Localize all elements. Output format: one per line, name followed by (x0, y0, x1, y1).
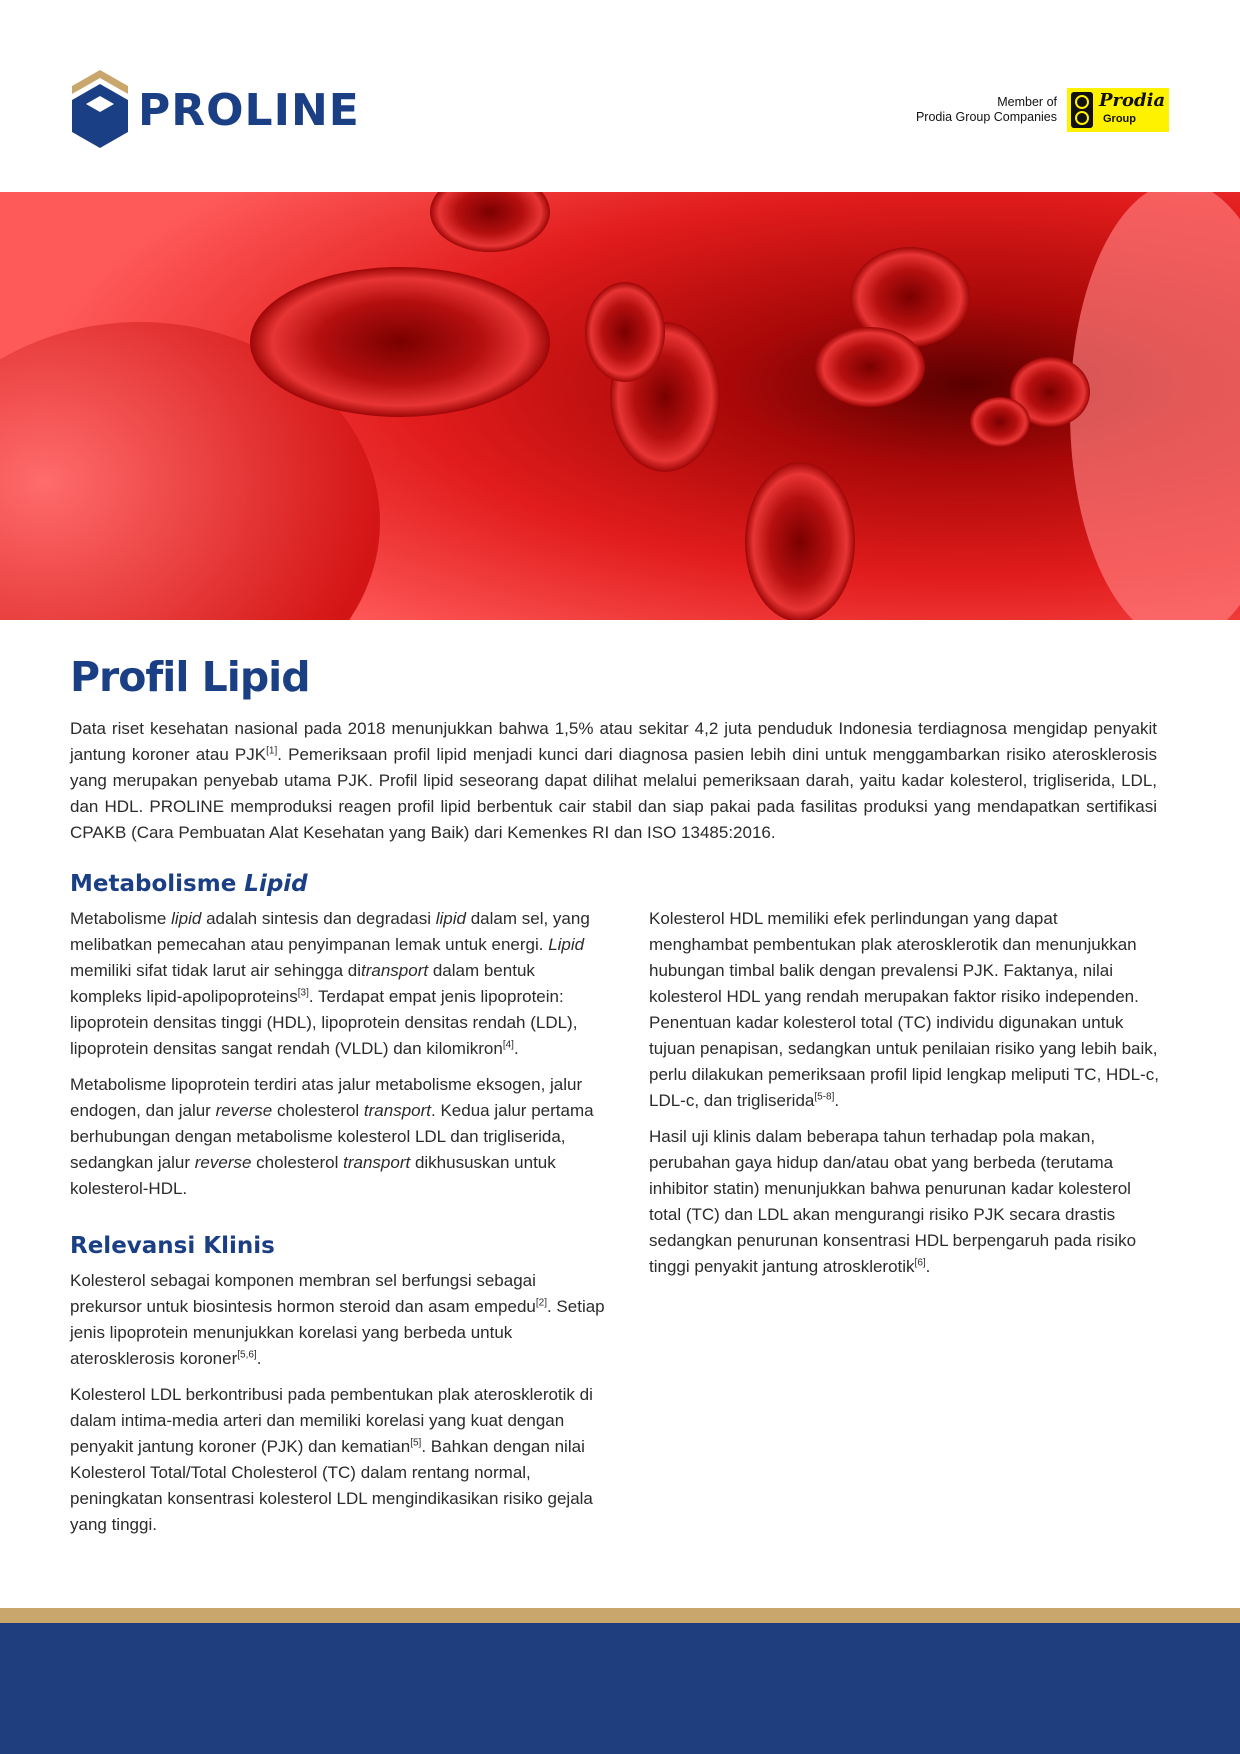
hero-image (0, 192, 1240, 620)
member-text (916, 95, 1057, 125)
heading-metabolisme: Metabolisme Lipid (70, 871, 308, 897)
relevansi-paragraph-2: Kolesterol LDL berkontribusi pada pembentukan plak aterosklerotik di dalam intima-media arteri dan memiliki korelasi yang kuat dengan penyakit jantung koroner (PJK) dan kematian[5]. Bahkan dengan nilai Kolesterol Total/Total Cholesterol (TC) dalam rentang normal, peningkatan konsentrasi kolesterol LDL mengindikasikan risiko gejala yang tinggi. (70, 1385, 593, 1534)
prodia-mark-icon (1071, 92, 1093, 128)
left-column (70, 868, 605, 1548)
prodia-logo (1067, 88, 1169, 132)
relevansi-paragraph-4: Hasil uji klinis dalam beberapa tahun terhadap pola makan, perubahan gaya hidup dan/atau obat yang berbeda (terutama inhibitor statin) menunjukkan bahwa penurunan kadar kolesterol total (TC) dan LDL akan mengurangi risiko PJK secara drastis sedangkan penurunan konsentrasi HDL berpengaruh pada risiko tinggi penyakit jantung atrosklerotik[6]. (649, 1127, 1137, 1276)
prodia-group: Group (1103, 113, 1136, 125)
intro-paragraph: Data riset kesehatan nasional pada 2018 menunjukkan bahwa 1,5% atau sekitar 4,2 juta penduduk Indonesia terdiagnosa mengidap penyakit jantung koroner atau PJK[1]. Pemeriksaan profil lipid menjadi kunci dari diagnosa pasien lebih dini untuk menggambarkan risiko aterosklerosis yang merupakan penyebab utama PJK. Profil lipid seseorang dapat dilihat melalui pemeriksaan darah, yaitu kadar kolesterol, trigliserida, LDL, dan HDL. PROLINE memproduksi reagen profil lipid berbentuk cair stabil dan siap pakai pada fasilitas produksi yang mendapatkan sertifikasi CPAKB (Cara Pembuatan Alat Kesehatan yang Baik) dari Kemenkes RI dan ISO 13485:2016. (70, 719, 1157, 842)
member-line-2: Prodia Group Companies (915, 110, 1057, 124)
proline-hexagon-icon (70, 70, 130, 150)
prodia-name: Prodia (1099, 90, 1166, 111)
proline-logo (70, 70, 360, 150)
right-column (649, 906, 1159, 1290)
main-content (70, 650, 1157, 846)
relevansi-paragraph-1: Kolesterol sebagai komponen membran sel berfungsi sebagai prekursor untuk biosintesis hormon steroid dan asam empedu[2]. Setiap jenis lipoprotein menunjukkan korelasi yang berbeda untuk aterosklerosis koroner[5,6]. (70, 1271, 605, 1368)
brand-name: PROLINE (138, 84, 360, 136)
metabolisme-paragraph-1: Metabolisme lipid adalah sintesis dan degradasi lipid dalam sel, yang melibatkan pemecahan atau penyimpanan lemak untuk energi. Lipid memiliki sifat tidak larut air sehingga ditransport dalam bentuk kompleks lipid-apolipoproteins[3]. Terdapat empat jenis lipoprotein: lipoprotein densitas tinggi (HDL), lipoprotein densitas rendah (LDL), lipoprotein densitas sangat rendah (VLDL) dan kilomikron[4]. (70, 909, 590, 1058)
relevansi-paragraph-3: Kolesterol HDL memiliki efek perlindungan yang dapat menghambat pembentukan plak aterosklerotik dan menunjukkan hubungan timbal balik dengan prevalensi PJK. Faktanya, nilai kolesterol HDL yang rendah merupakan faktor risiko independen. Penentuan kadar kolesterol total (TC) individu digunakan untuk tujuan penapisan, sedangkan untuk penilaian risiko yang lebih baik, perlu dilakukan pemeriksaan profil lipid lengkap meliputi TC, HDL-c, LDL-c, dan trigliserida[5-8]. (649, 909, 1159, 1110)
page-header (0, 0, 1240, 192)
member-of-block (916, 88, 1169, 132)
heading-relevansi: Relevansi Klinis (70, 1233, 275, 1259)
red-blood-cells-icon (0, 192, 1240, 620)
metabolisme-paragraph-2: Metabolisme lipoprotein terdiri atas jalur metabolisme eksogen, jalur endogen, dan jalur reverse cholesterol transport. Kedua jalur pertama berhubungan dengan metabolisme kolesterol LDL dan trigliserida, sedangkan jalur reverse cholesterol transport dikhususkan untuk kolesterol-HDL. (70, 1075, 594, 1198)
page-title: Profil Lipid (70, 653, 310, 701)
page-footer (0, 1623, 1240, 1754)
gold-divider (0, 1608, 1240, 1623)
member-line-1: Member of (997, 95, 1057, 109)
